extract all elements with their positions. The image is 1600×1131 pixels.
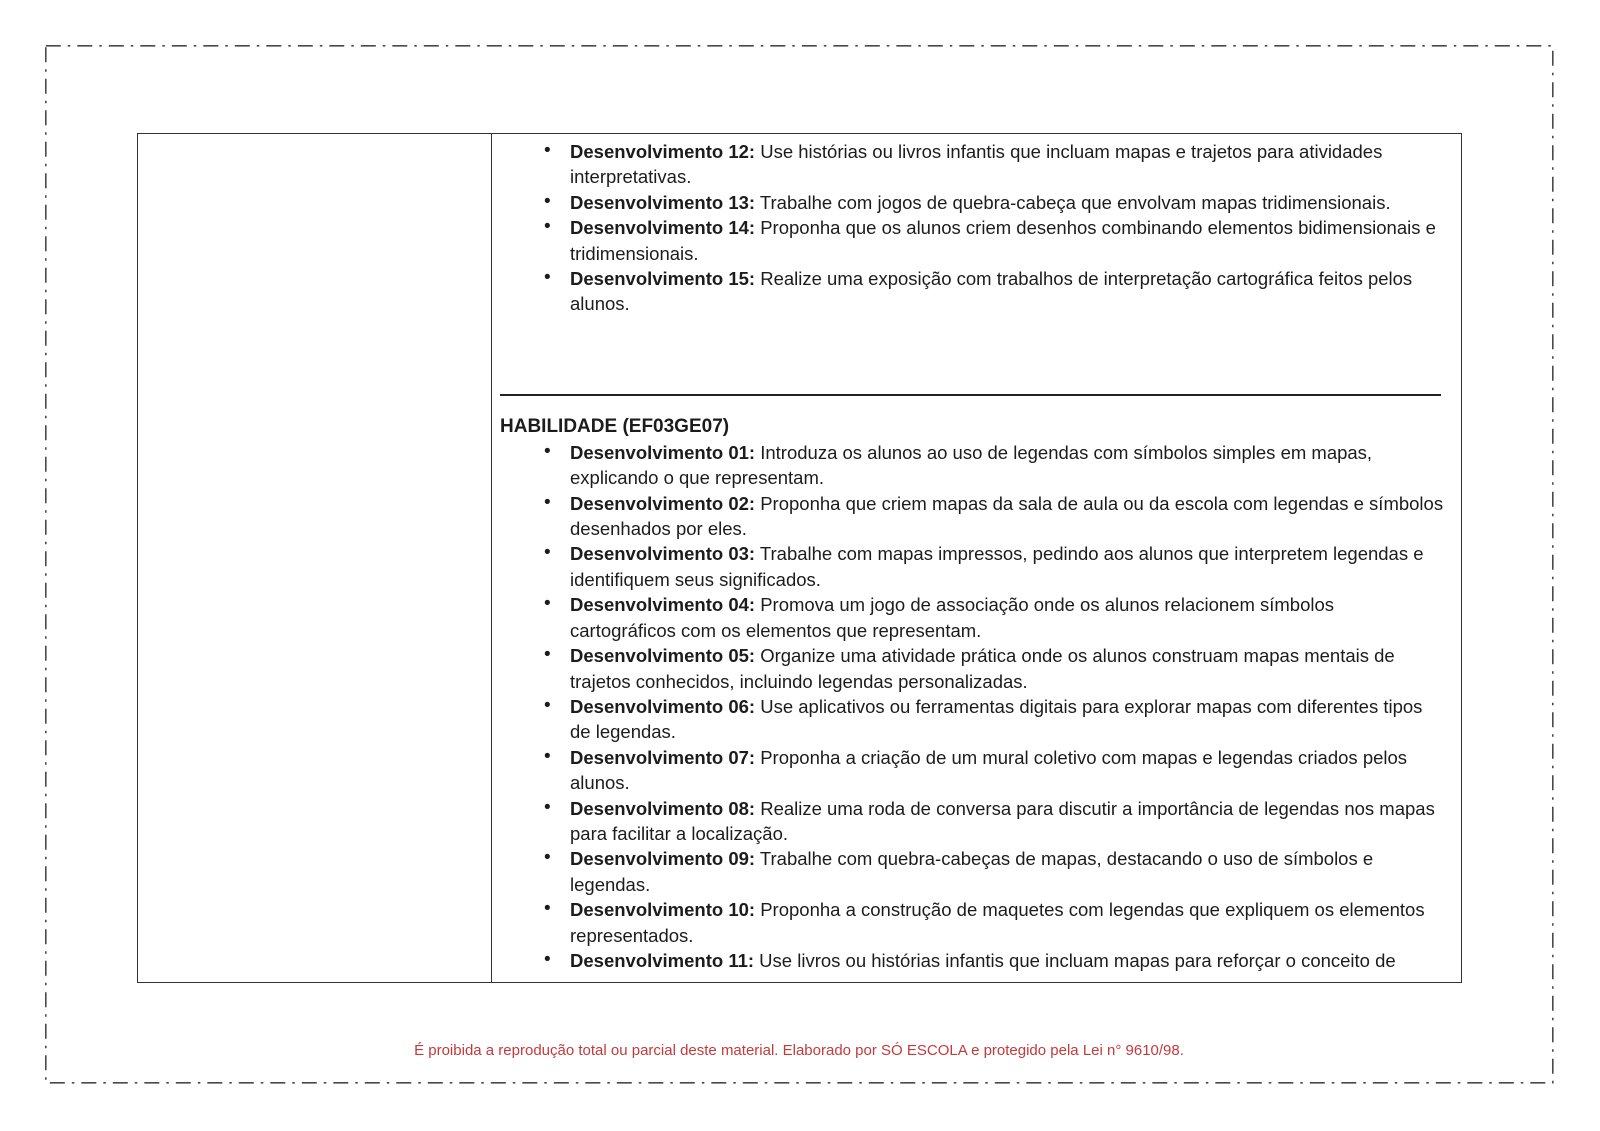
content-table [137,133,1462,983]
list-item-label: Desenvolvimento 03: [570,543,756,565]
list-item-label: Desenvolvimento 08: [570,797,756,819]
bullet-icon: • [544,542,551,564]
list-item: • Desenvolvimento 11: Use livros ou histórias infantis que incluam mapas para reforçar o conceito de [544,948,1396,971]
list-item: • Desenvolvimento 01: Introduza os alunos ao uso de legendas com símbolos simples em mapas, explicando o que representam. [544,440,1373,489]
table-right-column [492,134,1461,982]
list-item-label: Desenvolvimento 10: [570,899,756,921]
list-item-label: Desenvolvimento 14: [570,217,756,239]
list-item: • Desenvolvimento 05: Organize uma atividade prática onde os alunos construam mapas mentais de trajetos conhecidos, incluindo legendas personalizadas. [544,644,1395,692]
list-item-label: Desenvolvimento 12: [570,141,756,162]
list-item: • Desenvolvimento 02: Proponha que criem mapas da sala de aula ou da escola com legendas e símbolos desenhados por eles. [544,491,1444,540]
list-item-label: Desenvolvimento 07: [570,746,756,768]
bullet-icon: • [544,491,551,513]
list-item: • Desenvolvimento 13: Trabalhe com jogos de quebra-cabeça que envolvam mapas tridimensionais. [544,190,1391,213]
list-item: • Desenvolvimento 09: Trabalhe com quebra-cabeças de mapas, destacando o uso de símbolos e legendas. [544,847,1374,895]
list-item-label: Desenvolvimento 06: [570,695,756,717]
bullet-icon: • [544,847,551,869]
bullet-icon: • [544,948,551,970]
list-item-label: Desenvolvimento 09: [570,848,756,870]
copyright-footer: É proibida a reprodução total ou parcial deste material. Elaborado por SÓ ESCOLA e protegido pela Lei n° 9610/98. [414,1042,1184,1059]
bullet-icon: • [544,644,551,666]
bullet-icon: • [544,694,551,716]
habilidade-heading: HABILIDADE (EF03GE07) [500,415,730,437]
bullet-icon: • [544,796,551,818]
vertical-spacer [492,317,1461,394]
list-item-label: Desenvolvimento 02: [570,492,756,514]
development-list-habilidade [492,440,1461,974]
vertical-spacer [492,396,1461,414]
table-left-column [138,134,492,982]
list-item-label: Desenvolvimento 15: [570,268,756,290]
bullet-icon: • [544,216,551,238]
list-item: • Desenvolvimento 03: Trabalhe com mapas impressos, pedindo aos alunos que interpretem legendas e identifiquem seus significados. [544,542,1424,590]
bullet-icon: • [544,267,551,289]
list-item-label: Desenvolvimento 04: [570,594,756,616]
bullet-icon: • [544,190,551,212]
bullet-icon: • [544,745,551,767]
bullet-icon: • [544,140,551,161]
bullet-icon: • [544,440,551,462]
list-item-label: Desenvolvimento 05: [570,645,756,667]
list-item: • Desenvolvimento 10: Proponha a construção de maquetes com legendas que expliquem os elementos representados. [544,898,1425,946]
list-item-label: Desenvolvimento 11: [570,949,755,971]
list-item: • Desenvolvimento 04: Promova um jogo de associação onde os alunos relacionem símbolos cartográficos com os elementos que representam. [544,593,1335,641]
list-item: • Desenvolvimento 12: Use histórias ou livros infantis que incluam mapas e trajetos para atividades interpretativas. [544,140,1383,188]
bullet-icon: • [544,898,551,920]
list-item: • Desenvolvimento 07: Proponha a criação de um mural coletivo com mapas e legendas criados pelos alunos. [544,745,1408,794]
list-item: • Desenvolvimento 08: Realize uma roda de conversa para discutir a importância de legendas nos mapas para facilitar a localização. [544,796,1435,844]
list-item-label: Desenvolvimento 01: [570,441,756,463]
list-item: • Desenvolvimento 15: Realize uma exposição com trabalhos de interpretação cartográfica feitos pelos alunos. [544,267,1413,315]
bullet-icon: • [544,593,551,615]
list-item: • Desenvolvimento 06: Use aplicativos ou ferramentas digitais para explorar mapas com diferentes tipos de legendas. [544,694,1423,743]
list-item: • Desenvolvimento 14: Proponha que os alunos criem desenhos combinando elementos bidimensionais e tridimensionais. [544,216,1436,264]
development-list-continued [492,139,1461,317]
list-item-label: Desenvolvimento 13: [570,191,756,213]
